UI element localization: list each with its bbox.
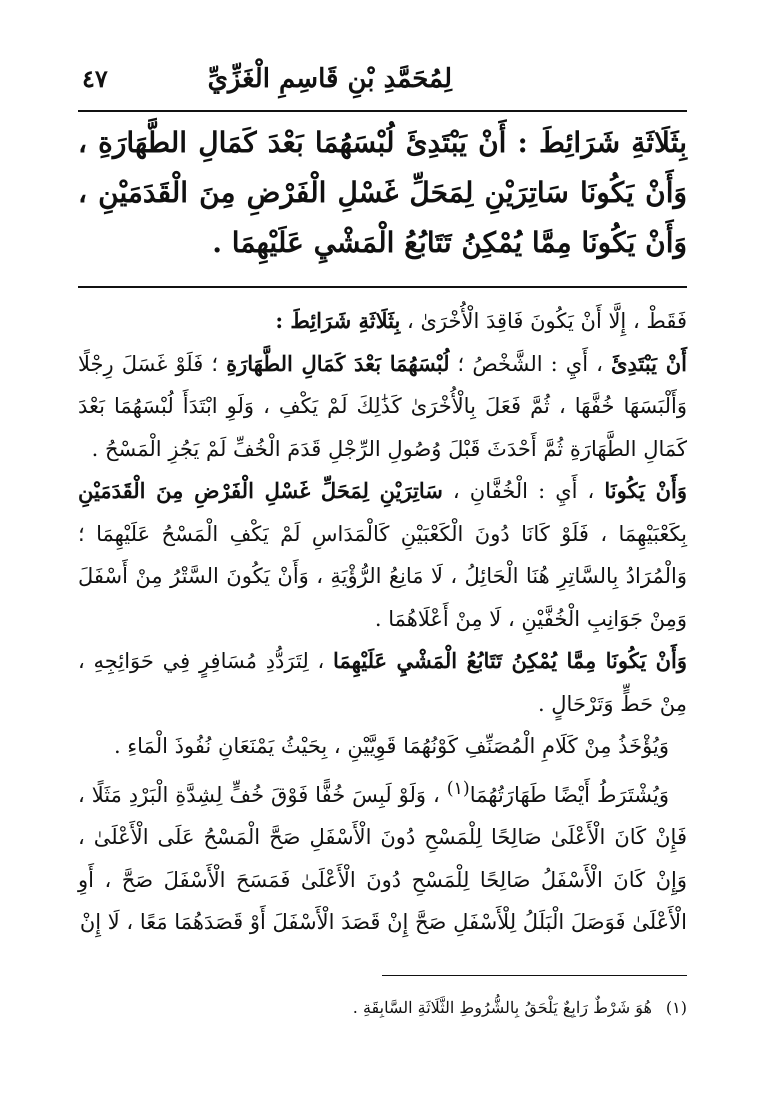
sharh-text: ؛ فَلَوْ غَسَلَ رِجْلًا وَأَلْبَسَهَا خُفَّهَا ، ثُمَّ فَعَلَ بِالْأُخْرَىٰ كَذَٰلِكَ لَمْ يَكْفِ ، وَلَوِ ابْتَدَأَ لُبْسَهُمَا بَعْدَ كَمَالِ الطَّهَارَةِ ثُمَّ أَحْدَثَ قَبْلَ وُصُولِ الرِّجْلِ قَدَمَ الْخُفِّ لَمْ يَجُزِ الْمَسْحُ . xyxy=(78,351,687,461)
matn-paragraph: بِثَلَاثَةِ شَرَائِطَ : أَنْ يَبْتَدِئَ لُبْسَهُمَا بَعْدَ كَمَالِ الطَّهَارَةِ ، وَأَنْ يَكُونَا سَاتِرَيْنِ لِمَحَلِّ غَسْلِ الْفَرْضِ مِنَ الْقَدَمَيْنِ ، وَأَنْ يَكُونَا مِمَّا يُمْكِنُ تَتَابُعُ الْمَشْيِ عَلَيْهِمَا . xyxy=(78,126,687,259)
footnote-rule xyxy=(382,975,687,976)
running-title: لِمُحَمَّدِ بْنِ قَاسِمِ الْغَزِّيِّ xyxy=(207,64,452,94)
sharh-paragraph-6 xyxy=(78,768,687,944)
matn-quote: بِثَلَاثَةِ شَرَائِطَ : xyxy=(275,308,401,333)
sharh-text: ، أَيِ : الشَّخْصُ ؛ xyxy=(449,351,612,376)
sharh-text: فَقَطْ ، إِلَّا أَنْ يَكُونَ فَاقِدَ الْأُخْرَىٰ ، xyxy=(400,309,687,333)
sharh-paragraph-1 xyxy=(78,300,687,343)
matn-quote: وَأَنْ يَكُونَا xyxy=(604,478,688,503)
matn-quote: لُبْسَهُمَا بَعْدَ كَمَالِ الطَّهَارَةِ xyxy=(226,350,450,376)
matn-quote: أَنْ يَبْتَدِئَ xyxy=(611,350,687,376)
header-rule xyxy=(78,110,687,112)
sharh-paragraph-4 xyxy=(78,640,687,725)
sharh-paragraph-2 xyxy=(78,343,687,471)
matn-quote: وَأَنْ يَكُونَا مِمَّا يُمْكِنُ تَتَابُعُ الْمَشْيِ عَلَيْهِمَا xyxy=(333,648,687,673)
footnote xyxy=(200,996,687,1020)
matn-separator-rule xyxy=(78,286,687,288)
sharh-text-block xyxy=(78,300,687,944)
footnote-reference[interactable]: (١) xyxy=(446,778,470,799)
footnote-number: (١) xyxy=(665,998,687,1017)
page-header xyxy=(78,60,687,104)
sharh-paragraph-5: وَيُؤْخَذُ مِنْ كَلَامِ الْمُصَنِّفِ كَوْنُهُمَا قَوِيَّيْنِ ، بِحَيْثُ يَمْنَعَانِ نُفُوذَ الْمَاءِ . xyxy=(113,734,669,758)
sharh-text: ، أَيِ : الْخُفَّانِ ، xyxy=(442,479,605,503)
sharh-paragraph-3 xyxy=(78,470,687,640)
page-number: ٤٧ xyxy=(82,64,108,93)
matn-text-block xyxy=(78,118,687,268)
sharh-text: بِكَعْبَيْهِمَا ، فَلَوْ كَانَا دُونَ الْكَعْبَيْنِ كَالْمَدَاسِ لَمْ يَكْفِ الْمَسْحُ عَلَيْهِمَا ؛ وَالْمُرَادُ بِالسَّاتِرِ هُنَا الْحَائِلُ ، لَا مَانِعُ الرُّؤْيَةِ ، وَأَنْ يَكُونَ السَّتْرُ مِنْ أَسْفَلَ وَمِنْ جَوَانِبِ الْخُفَّيْنِ ، لَا مِنْ أَعْلَاهُمَا . xyxy=(78,521,687,631)
sharh-text: وَيُشْتَرَطُ أَيْضًا طَهَارَتُهُمَا xyxy=(469,782,670,807)
sharh-text: ، لِتَرَدُّدِ مُسَافِرٍ فِي حَوَائِجِهِ ، مِنْ حَطٍّ وَتَرْحَالٍ . xyxy=(78,649,687,716)
matn-quote: سَاتِرَيْنِ لِمَحَلِّ غَسْلِ الْفَرْضِ مِنَ الْقَدَمَيْنِ xyxy=(78,478,443,503)
sharh-text: ، وَلَوْ لَبِسَ خُفًّا فَوْقَ خُفٍّ لِشِدَّةِ الْبَرْدِ مَثَلًا ، فَإِنْ كَانَ الْأَعْلَىٰ صَالِحًا لِلْمَسْحِ دُونَ الْأَسْفَلِ صَحَّ الْمَسْحُ عَلَى الْأَعْلَىٰ ، وَإِنْ كَانَ الْأَسْفَلُ صَالِحًا لِلْمَسْحِ دُونَ الْأَعْلَىٰ فَمَسَحَ الْأَسْفَلَ صَحَّ ، أَوِ الْأَعْلَىٰ فَوَصَلَ الْبَلَلُ لِلْأَسْفَلِ صَحَّ إِنْ قَصَدَ الْأَسْفَلَ أَوْ قَصَدَهُمَا مَعًا ، لَا إِنْ xyxy=(78,782,687,934)
footnote-text: هُوَ شَرْطٌ رَابِعٌ يَلْحَقُ بِالشُّرُوطِ الثَّلَاثَةِ السَّابِقَةِ . xyxy=(352,998,652,1017)
